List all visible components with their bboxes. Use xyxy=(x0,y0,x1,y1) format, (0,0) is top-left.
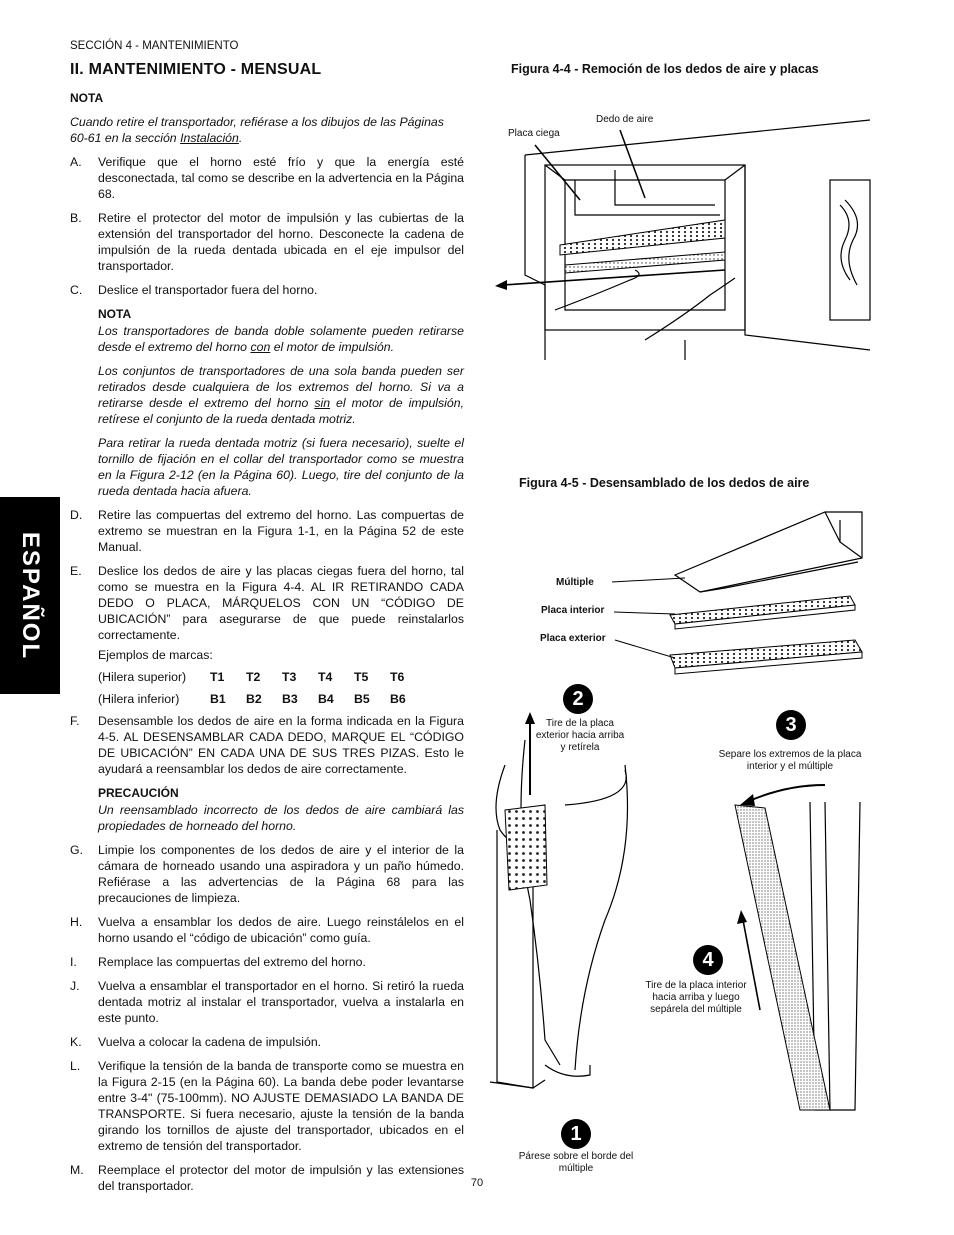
note-label: NOTA xyxy=(70,91,104,105)
step-2-badge: 2 xyxy=(563,684,593,714)
figure-4-5-title: Figura 4-5 - Desensamblado de los dedos de aire xyxy=(519,476,810,490)
marks-intro: Ejemplos de marcas: xyxy=(98,648,213,662)
step-m: M. Reemplace el protector del motor de impulsión y las extensiones del transportador. xyxy=(70,1163,464,1193)
note-label: NOTA xyxy=(98,307,132,321)
step-h: H. Vuelva a ensamblar los dedos de aire. Luego reinstálelos en el horno usando el “código de ubicación” como guía. xyxy=(70,915,464,945)
figure-4-5-steps-illustration xyxy=(485,710,875,1125)
marks-table xyxy=(98,669,426,713)
step-4-badge: 4 xyxy=(693,945,723,975)
installation-link: Instalación xyxy=(180,131,239,145)
step-l: L. Verifique la tensión de la banda de transporte como se muestra en la Figura 2-15 (en la Página 60). La banda debe poder levantarse entre 3-4" (75-100mm). NO AJUSTE DEMASIADO LA BANDA DE TRANSPORTE. Si fuera necesario, ajuste la tensión de la banda girando los tornillos de ajuste del transportador, ubicados en el extremo de tensión del transportador. xyxy=(70,1059,464,1153)
caution-block xyxy=(98,785,464,834)
instructions-column xyxy=(70,90,464,1202)
step-b: B. Retire el protector del motor de impulsión y las cubiertas de la extensión del transportador del horno. Desconecte la cadena de impulsión de la rueda dentada ubicada en el eje impulsor del transportador. xyxy=(70,211,464,273)
step-3-text: Separe los extremos de la placa interior y el múltiple xyxy=(718,749,862,772)
page-number: 70 xyxy=(470,1177,484,1189)
step-1-badge: 1 xyxy=(561,1119,591,1149)
figure-4-4-illustration xyxy=(485,110,875,370)
label-outer-plate: Placa exterior xyxy=(540,633,606,644)
label-manifold: Múltiple xyxy=(556,577,594,588)
step-i: I. Remplace las compuertas del extremo del horno. xyxy=(70,955,366,969)
caution-text: Un reensamblado incorrecto de los dedos de aire cambiará las propiedades de horneado del horno. xyxy=(98,803,464,833)
section-header: SECCIÓN 4 - MANTENIMIENTO xyxy=(70,40,239,52)
label-inner-plate: Placa interior xyxy=(541,605,605,616)
step-3-badge: 3 xyxy=(776,710,806,740)
step-4-text: Tire de la placa interior hacia arriba y luego sepárela del múltiple xyxy=(645,980,747,1015)
step-j: J. Vuelva a ensamblar el transportador en el horno. Si retiró la rueda dentada motriz al instalar el transportador, vuelva a instalarla en este punto. xyxy=(70,979,464,1025)
label-blank-plate: Placa ciega xyxy=(508,128,560,139)
language-tab-label: ESPAÑOL xyxy=(17,531,44,660)
step-c: C. Deslice el transportador fuera del horno. xyxy=(70,283,318,297)
language-side-tab xyxy=(0,497,60,694)
figure-4-4-title: Figura 4-4 - Remoción de los dedos de aire y placas xyxy=(511,62,819,76)
marks-row-top: (Hilera superior) T1 T2 T3 T4 T5 T6 xyxy=(98,670,405,684)
marks-row-bottom: (Hilera inferior) B1 B2 B3 B4 B5 B6 xyxy=(98,692,406,706)
location-code-examples xyxy=(98,647,464,713)
note-text: Los conjuntos de transportadores de una sola banda pueden ser retirados desde cualquiera de los extremos del horno. Si va a retirarse desde el extremo del horno sin el motor de impulsión, retírese el conjunto de la rueda dentada motriz. xyxy=(98,364,464,426)
step-e: E. Deslice los dedos de aire y las placas ciegas fuera del horno, tal como se muestra en la Figura 4-4. AL IR RETIRANDO CADA DEDO O PLACA, MÁRQUELOS CON UN “CÓDIGO DE UBICACIÓN” para asegurarse de que puede reinstalarlos correctamente. xyxy=(70,564,464,642)
step-c-notes xyxy=(98,306,464,499)
step-g: G. Limpie los componentes de los dedos de aire y el interior de la cámara de horneado usando una aspiradora y un paño húmedo. Refiérase a las advertencias de la Página 68 para las precauciones de limpieza. xyxy=(70,843,464,905)
note-text: Los transportadores de banda doble solamente pueden retirarse desde el extremo del horno con el motor de impulsión. xyxy=(98,324,464,354)
step-d: D. Retire las compuertas del extremo del horno. Las compuertas de extremo se muestran en la Figura 1-1, en la Página 52 de este Manual. xyxy=(70,508,464,554)
note-text: Cuando retire el transportador, refiérase a los dibujos de las Páginas 60-61 en la sección Instalación. xyxy=(70,115,444,145)
step-f: F. Desensamble los dedos de aire en la forma indicada en la Figura 4-5. AL DESENSAMBLAR CADA DEDO, MARQUE EL “CÓDIGO DE UBICACIÓN” EN CADA UNA DE SUS TRES PIZAS. Esto le ayudará a reensamblar los dedos de aire correctamente. xyxy=(70,714,464,776)
label-air-finger: Dedo de aire xyxy=(596,114,654,125)
step-2-text: Tire de la placa exterior hacia arriba y retírela xyxy=(535,718,625,753)
caution-label: PRECAUCIÓN xyxy=(98,786,179,800)
step-a: A. Verifique que el horno esté frío y que la energía esté desconectada, tal como se describe en la advertencia en la Página 68. xyxy=(70,155,464,201)
note-text: Para retirar la rueda dentada motriz (si fuera necesario), suelte el tornillo de fijación en el collar del transportador como se muestra en la Figura 2-12 (en la Página 60). Luego, tire del conjunto de la rueda dentada hacia afuera. xyxy=(98,436,464,498)
step-k: K. Vuelva a colocar la cadena de impulsión. xyxy=(70,1035,322,1049)
step-1-text: Párese sobre el borde del múltiple xyxy=(518,1151,634,1174)
figure-4-5-exploded-view xyxy=(600,500,875,680)
page-title: II. MANTENIMIENTO - MENSUAL xyxy=(70,61,322,78)
